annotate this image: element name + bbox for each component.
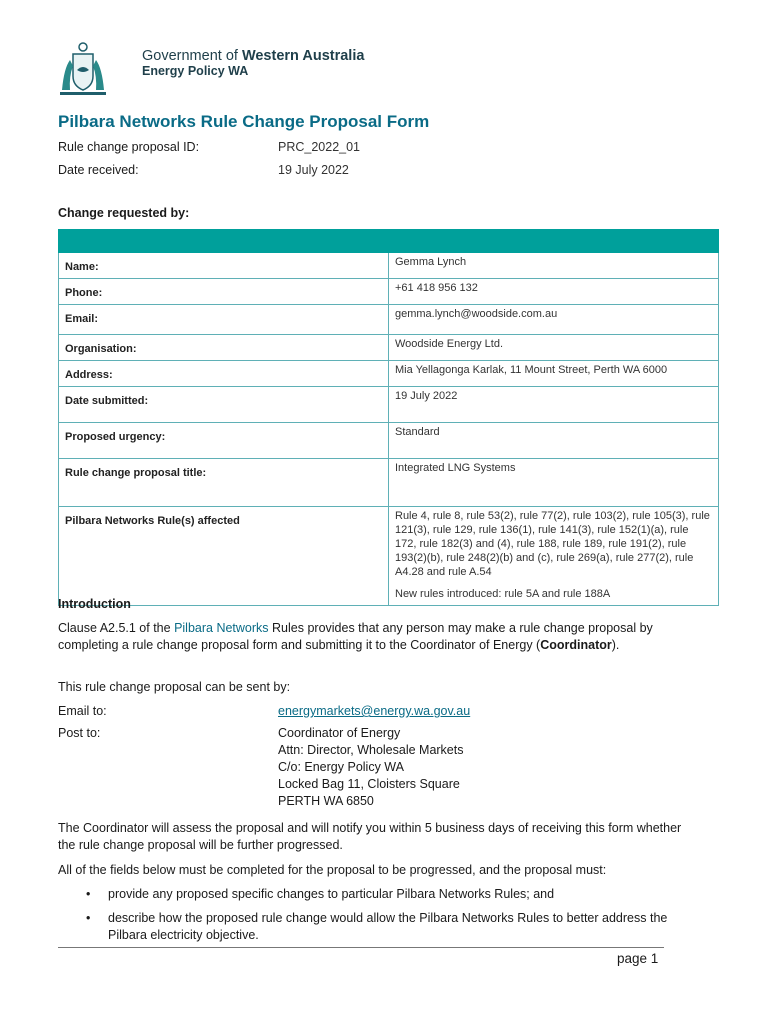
field-label: Rule change proposal title: [59,459,389,507]
post-label: Post to: [58,726,101,740]
field-value: Integrated LNG Systems [389,459,719,507]
list-item: describe how the proposed rule change would allow the Pilbara Networks Rules to better address the Pilbara electricity objective. [108,911,668,942]
field-label: Organisation: [59,335,389,361]
bullet-dot: • [86,911,91,925]
table-row [59,253,719,279]
field-value: Standard [389,423,719,459]
field-label: Date submitted: [59,387,389,423]
government-header [58,40,398,100]
requirements-paragraph: All of the fields below must be completed for the proposal to be progressed, and the proposal must: [58,863,607,877]
email-label: Email to: [58,704,107,718]
table-row [59,387,719,423]
post-row [58,725,698,808]
table-row [59,279,719,305]
date-received-value: 19 July 2022 [278,163,349,177]
bullet-dot: • [86,887,91,901]
table-row [59,459,719,507]
field-label: Email: [59,305,389,335]
introduction-heading: Introduction [58,597,131,611]
table-row [59,335,719,361]
gov-state: Western Australia [241,48,365,64]
field-label: Address: [59,361,389,387]
field-value: Woodside Energy Ltd. [389,335,719,361]
list-item: provide any proposed specific changes to particular Pilbara Networks Rules; and [108,887,555,901]
field-value-multi [389,507,719,606]
table-header-bar [59,230,719,253]
new-rules-text: New rules introduced: rule 5A and rule 188A [395,588,611,600]
table-row [59,423,719,459]
pilbara-networks-ref: Pilbara Networks [174,621,269,635]
email-row [58,703,698,720]
email-link[interactable]: energymarkets@energy.wa.gov.au [278,704,471,718]
sent-by-paragraph: This rule change proposal can be sent by: [58,680,291,694]
assessment-paragraph: The Coordinator will assess the proposal and will notify you within 5 business days of receiving this form whether the rule change proposal will be further progressed. [58,821,682,852]
coordinator-term: Coordinator [540,638,612,652]
table-row [59,507,719,606]
field-label: Proposed urgency: [59,423,389,459]
rules-affected-text: Rule 4, rule 8, rule 53(2), rule 77(2), rule 103(2), rule 105(3), rule 121(3), rule 129, rule 136(1), rule 141(3), rule 152(1)(a), rule 172, rule 182(3) and (4), rule 188, rule 189, rule 191(2), rule 193(2)(b), rule 248(2)(b) and (c), rule 269(a), rule 277(2), rule A4.28 and rule A.54 [395,510,710,578]
field-value: +61 418 956 132 [389,279,719,305]
postal-address: Coordinator of Energy Attn: Director, Wholesale Markets C/o: Energy Policy WA Locked Bag 11, Cloisters Square PERTH WA 6850 [278,726,464,808]
field-label: Phone: [59,279,389,305]
field-label: Pilbara Networks Rule(s) affected [59,507,389,606]
proposal-id-value: PRC_2022_01 [278,140,361,154]
field-value: Gemma Lynch [389,253,719,279]
requester-details-table [58,229,719,606]
agency-name: Energy Policy WA [142,64,249,78]
footer-divider [58,947,664,948]
field-label: Name: [59,253,389,279]
introduction-paragraph: Clause A2.5.1 of the Pilbara Networks Rules provides that any person may make a rule change proposal by completing a rule change proposal form and submitting it to the Coordinator of Energy (Coordinator). [58,621,653,652]
table-row [59,361,719,387]
proposal-id-label: Rule change proposal ID: [58,140,200,154]
government-wordmark [142,49,364,79]
page-title: Pilbara Networks Rule Change Proposal Form [58,112,430,131]
field-value: gemma.lynch@woodside.com.au [389,305,719,335]
date-received-label: Date received: [58,163,139,177]
table-row [59,305,719,335]
wa-coat-of-arms-icon [58,40,108,96]
page-number: page 1 [617,951,659,966]
field-value: Mia Yellagonga Karlak, 11 Mount Street, Perth WA 6000 [389,361,719,387]
change-requested-heading: Change requested by: [58,206,190,220]
gov-prefix: Government of [142,48,242,64]
field-value: 19 July 2022 [389,387,719,423]
